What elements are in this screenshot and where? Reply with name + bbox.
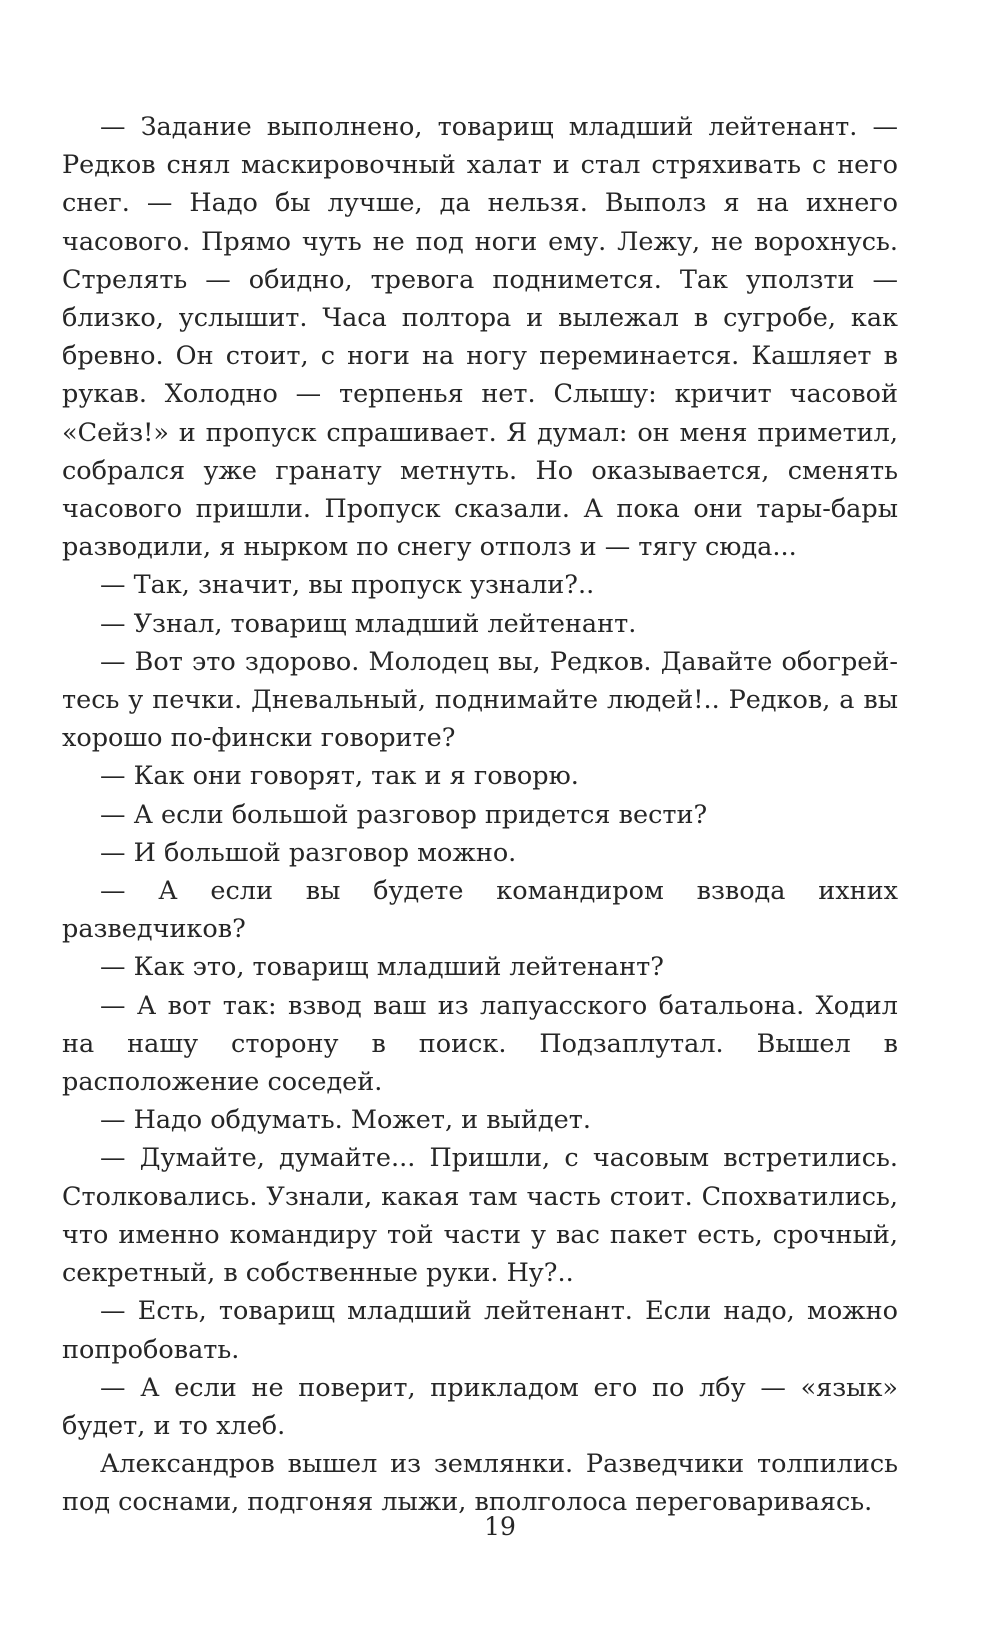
paragraph-8: — А если вы будете командиром взвода ихних разведчиков? [62, 876, 898, 945]
paragraph-5: — Как они говорят, так и я говорю. [100, 761, 579, 792]
paragraph-13: — Есть, товарищ младший лейтенант. Если надо, можно попробовать. [62, 1296, 898, 1365]
paragraph-9: — Как это, товарищ младший лейтенант? [100, 952, 664, 983]
paragraph-2: — Так, значит, вы пропуск узнали?.. [100, 570, 595, 601]
paragraph-11: — Надо обдумать. Может, и выйдет. [100, 1105, 591, 1136]
paragraph-14: — А если не поверит, прикладом его по лбу — «язык» будет, и то хлеб. [62, 1372, 898, 1441]
page-number: 19 [484, 1512, 516, 1541]
body-text [62, 108, 898, 1522]
paragraph-1: — Задание выполнено, товарищ младший лейтенант. — Редков снял маскировочный халат и стал стряхивать с него снег. — Надо бы лучше, да нельзя. Выполз я на ихнего часового. Прямо чуть не под ноги ему. Лежу, не ворохнусь. Стрелять — обидно, тревога поднимется. Так уползти — близко, услышит. Часа полтора и вылежал в сугробе, как бревно. Он стоит, с ноги на ногу переминается. Кашляет в рукав. Холодно — терпенья нет. Слышу: кричит часовой «Сейз!» и пропуск спрашивает. Я думал: он меня приметил, собрался уже гранату метнуть. Но оказывается, сменять часового пришли. Пропуск сказали. А пока они тары-бары разводили, я нырком по снегу отполз и — тягу сюда... [62, 112, 898, 563]
paragraph-3: — Узнал, товарищ младший лейтенант. [100, 608, 637, 639]
paragraph-15: Александров вышел из землянки. Разведчики толпились под соснами, подгоняя лыжи, вполголоса переговариваясь. [62, 1449, 898, 1518]
paragraph-12: — Думайте, думайте... Пришли, с часовым встретились. Столковались. Узнали, какая там часть стоит. Спохватились, что именно командиру той части у вас пакет есть, срочный, секретный, в собственные руки. Ну?.. [62, 1143, 898, 1289]
paragraph-4: — Вот это здорово. Молодец вы, Редков. Давайте обогрейтесь у печки. Дневальный, поднимайте людей!.. Редков, а вы хорошо по-фински говорите? [62, 646, 898, 754]
paragraph-6: — А если большой разговор придется вести? [100, 799, 708, 830]
paragraph-7: — И большой разговор можно. [100, 837, 517, 868]
paragraph-10: — А вот так: взвод ваш из лапуасского батальона. Ходил на нашу сторону в поиск. Подзаплутал. Вышел в расположение соседей. [62, 990, 898, 1098]
